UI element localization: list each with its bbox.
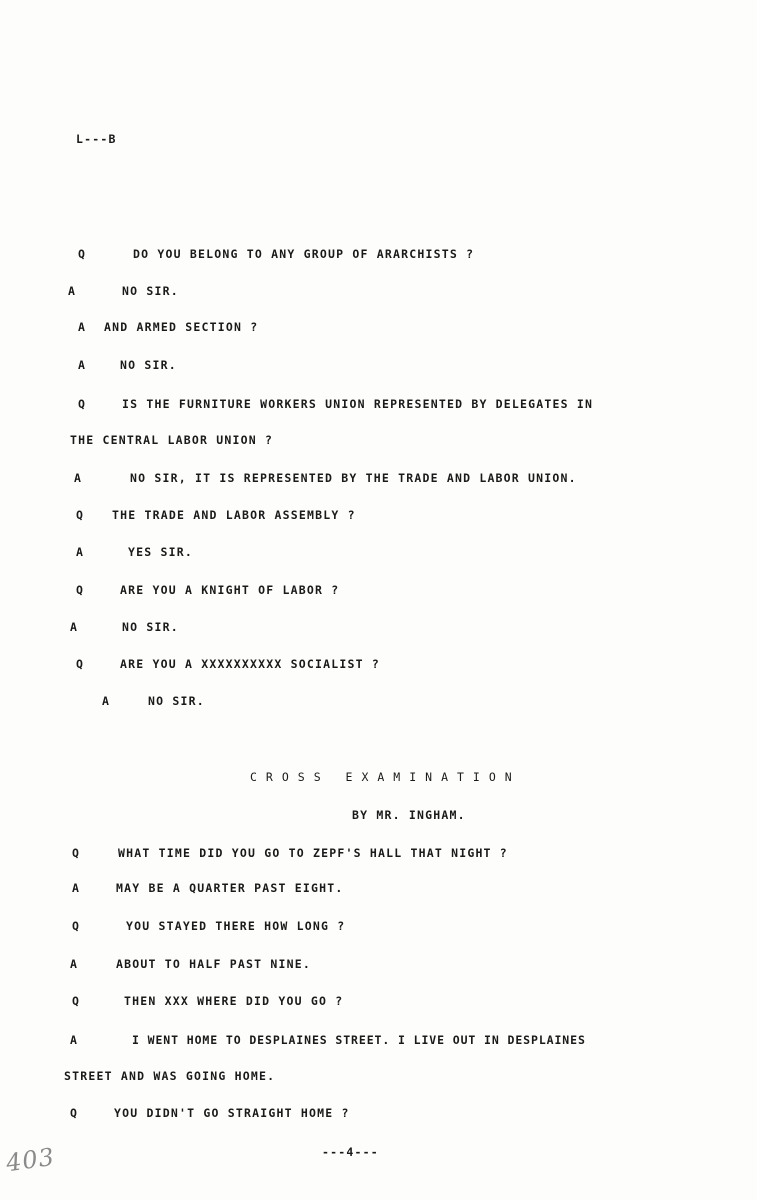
transcript-line: NO SIR.: [122, 620, 179, 634]
transcript-line-continuation: STREET AND WAS GOING HOME.: [64, 1069, 276, 1083]
transcript-line: WHAT TIME DID YOU GO TO ZEPF'S HALL THAT NIGHT ?: [118, 846, 508, 860]
transcript-line: YOU STAYED THERE HOW LONG ?: [126, 919, 346, 933]
section-heading: CROSS EXAMINATION: [250, 770, 521, 784]
speaker-marker: A: [70, 957, 77, 971]
transcript-line: THE TRADE AND LABOR ASSEMBLY ?: [112, 508, 356, 522]
transcript-line: NO SIR.: [148, 694, 205, 708]
transcript-line: NO SIR, IT IS REPRESENTED BY THE TRADE AND LABOR UNION.: [130, 471, 577, 485]
speaker-marker: Q: [76, 508, 83, 522]
handwritten-note: 403: [4, 1142, 57, 1178]
speaker-marker: A: [70, 620, 77, 634]
speaker-marker: Q: [72, 919, 79, 933]
speaker-marker: A: [72, 881, 79, 895]
speaker-marker: A: [78, 320, 85, 334]
speaker-marker: Q: [72, 846, 79, 860]
examiner-line: BY MR. INGHAM.: [352, 808, 466, 822]
transcript-line: I WENT HOME TO DESPLAINES STREET. I LIVE OUT IN DESPLAINES: [132, 1033, 586, 1047]
transcript-line: ARE YOU A KNIGHT OF LABOR ?: [120, 583, 340, 597]
transcript-line: DO YOU BELONG TO ANY GROUP OF ARARCHISTS ?: [133, 247, 475, 261]
speaker-marker: Q: [70, 1106, 77, 1120]
transcript-line: IS THE FURNITURE WORKERS UNION REPRESENTED BY DELEGATES IN: [122, 397, 594, 411]
transcript-line: ARE YOU A XXXXXXXXXX SOCIALIST ?: [120, 657, 380, 671]
speaker-marker: A: [68, 284, 75, 298]
transcript-line-continuation: THE CENTRAL LABOR UNION ?: [70, 433, 274, 447]
speaker-marker: A: [76, 545, 83, 559]
transcript-line: ABOUT TO HALF PAST NINE.: [116, 957, 311, 971]
transcript-line: YOU DIDN'T GO STRAIGHT HOME ?: [114, 1106, 350, 1120]
page-number: ---4---: [322, 1145, 379, 1159]
transcript-line: YES SIR.: [128, 545, 193, 559]
header-code: L---B: [76, 132, 117, 146]
speaker-marker: A: [74, 471, 81, 485]
transcript-line: NO SIR.: [120, 358, 177, 372]
speaker-marker: Q: [72, 994, 79, 1008]
speaker-marker: A: [78, 358, 85, 372]
speaker-marker: A: [102, 694, 109, 708]
speaker-marker: Q: [78, 247, 85, 261]
speaker-marker: Q: [78, 397, 85, 411]
transcript-line: AND ARMED SECTION ?: [104, 320, 259, 334]
transcript-line: THEN XXX WHERE DID YOU GO ?: [124, 994, 344, 1008]
transcript-line: MAY BE A QUARTER PAST EIGHT.: [116, 881, 344, 895]
transcript-line: NO SIR.: [122, 284, 179, 298]
speaker-marker: Q: [76, 657, 83, 671]
speaker-marker: A: [70, 1033, 77, 1047]
speaker-marker: Q: [76, 583, 83, 597]
